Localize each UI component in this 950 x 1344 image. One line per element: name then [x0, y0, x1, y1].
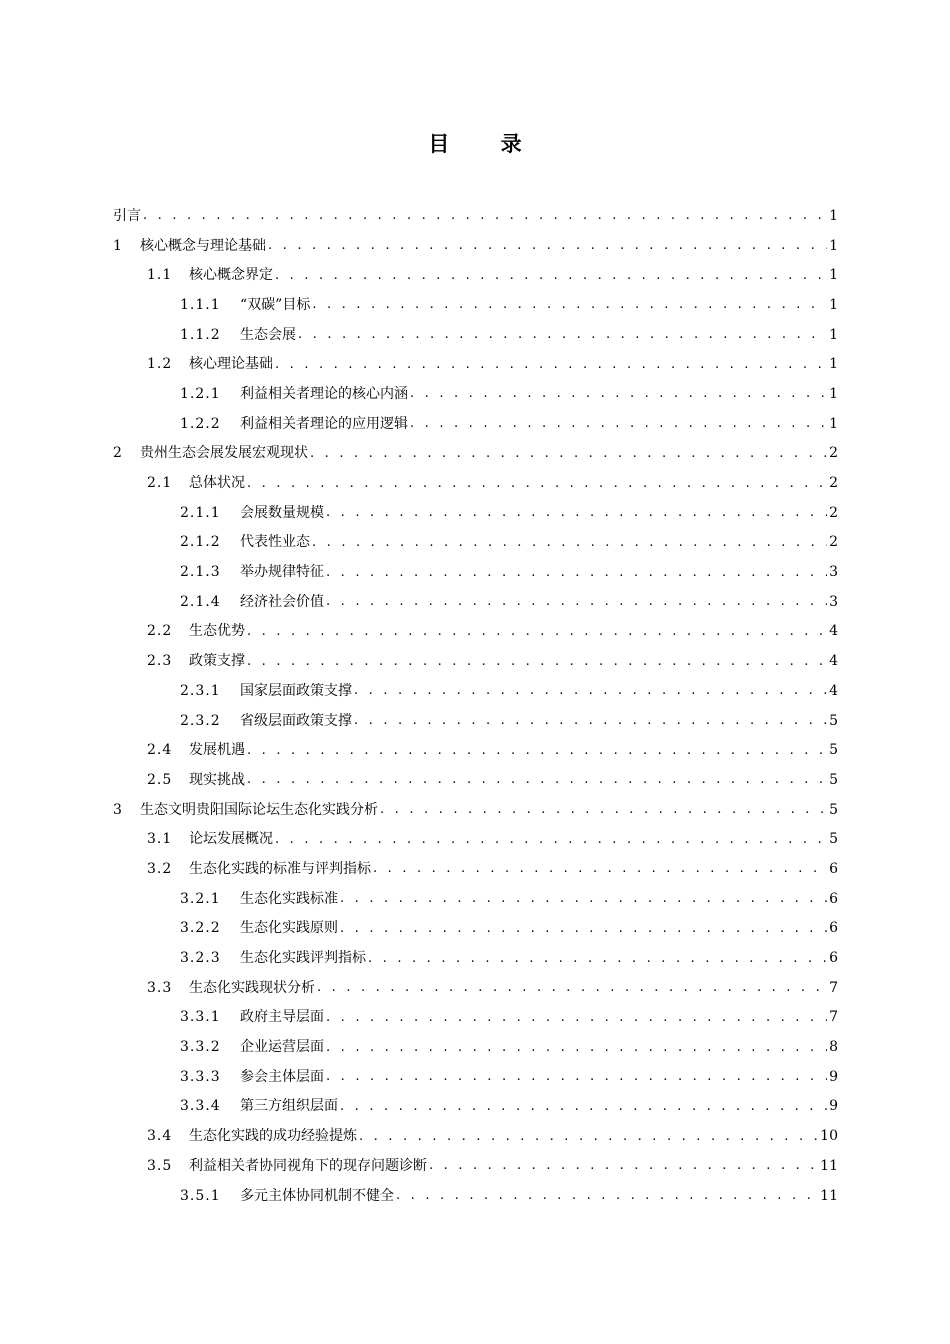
toc-entry-page-number: 3 — [829, 593, 838, 610]
toc-dot-leader — [340, 1100, 827, 1113]
toc-entry-page-number: 4 — [829, 653, 838, 670]
toc-entry-number: 3.3 — [147, 979, 173, 996]
toc-dot-leader — [326, 1041, 827, 1054]
toc-entry-page-number: 5 — [829, 831, 838, 848]
toc-entry-number: 1.2 — [147, 356, 173, 373]
toc-entry-page-number: 6 — [829, 920, 838, 937]
toc-entry[interactable] — [113, 1062, 838, 1092]
toc-dot-leader — [247, 744, 827, 757]
toc-entry[interactable] — [113, 201, 838, 231]
toc-entry[interactable] — [113, 498, 838, 528]
toc-entry-page-number: 4 — [829, 682, 838, 699]
toc-entry-number: 1.1.2 — [180, 326, 221, 343]
toc-entry-number: 2.4 — [147, 742, 173, 759]
toc-entry-title: 现实挑战 — [189, 771, 245, 788]
toc-entry-number: 3.3.3 — [180, 1068, 221, 1085]
toc-entry-title: 核心理论基础 — [189, 356, 273, 373]
toc-entry-title: 利益相关者理论的核心内涵 — [240, 385, 408, 402]
toc-entry-page-number: 9 — [829, 1098, 838, 1115]
toc-entry-title: “双碳”目标 — [240, 296, 311, 313]
toc-entry-page-number: 1 — [829, 296, 838, 313]
toc-entry[interactable] — [113, 1181, 838, 1211]
toc-entry-title: 发展机遇 — [189, 742, 245, 759]
toc-entry[interactable] — [113, 379, 838, 409]
toc-dot-leader — [312, 536, 827, 549]
toc-entry-title: 核心概念与理论基础 — [140, 237, 266, 254]
toc-entry-title: 会展数量规模 — [240, 504, 324, 521]
toc-entry-page-number: 1 — [829, 237, 838, 254]
toc-entry[interactable] — [113, 824, 838, 854]
toc-entry[interactable] — [113, 706, 838, 736]
toc-dot-leader — [326, 1070, 827, 1083]
toc-entry-number: 3 — [113, 801, 123, 818]
toc-entry-number: 2.2 — [147, 623, 173, 640]
toc-entry-title: 贵州生态会展发展宏观现状 — [140, 445, 308, 462]
toc-entry-page-number: 2 — [829, 475, 838, 492]
toc-entry-page-number: 9 — [829, 1068, 838, 1085]
toc-entry-number: 2.3.1 — [180, 682, 221, 699]
toc-entry-title: 政府主导层面 — [240, 1009, 324, 1026]
toc-entry[interactable] — [113, 676, 838, 706]
toc-entry[interactable] — [113, 854, 838, 884]
toc-entry-page-number: 2 — [829, 534, 838, 551]
toc-entry-title: 生态会展 — [240, 326, 296, 343]
toc-entry[interactable] — [113, 557, 838, 587]
toc-dot-leader — [410, 417, 827, 430]
toc-entry-page-number: 5 — [829, 742, 838, 759]
toc-dot-leader — [247, 477, 827, 490]
toc-entry-page-number: 7 — [829, 979, 838, 996]
toc-dot-leader — [326, 595, 827, 608]
toc-entry[interactable] — [113, 231, 838, 261]
toc-entry-number: 2.1.1 — [180, 504, 221, 521]
toc-entry-title: 生态文明贵阳国际论坛生态化实践分析 — [140, 801, 378, 818]
toc-entry-title: 生态化实践的标准与评判指标 — [189, 860, 371, 877]
toc-entry-page-number: 5 — [829, 801, 838, 818]
toc-entry-number: 2.1.3 — [180, 564, 221, 581]
toc-entry-number: 2.3 — [147, 653, 173, 670]
toc-entry-title: 生态化实践现状分析 — [189, 979, 315, 996]
toc-dot-leader — [373, 862, 827, 875]
toc-dot-leader — [359, 1130, 818, 1143]
toc-entry-page-number: 11 — [820, 1187, 838, 1204]
toc-entry-page-number: 1 — [829, 385, 838, 402]
toc-dot-leader — [317, 981, 827, 994]
toc-dot-leader — [298, 328, 827, 341]
toc-entry[interactable] — [113, 349, 838, 379]
toc-entry[interactable] — [113, 617, 838, 647]
toc-entry-number: 2.3.2 — [180, 712, 221, 729]
toc-entry-page-number: 4 — [829, 623, 838, 640]
toc-entry-page-number: 1 — [829, 326, 838, 343]
toc-entry-page-number: 1 — [829, 356, 838, 373]
toc-entry-number: 3.5.1 — [180, 1187, 221, 1204]
toc-entry-number: 3.3.1 — [180, 1009, 221, 1026]
toc-entry[interactable] — [113, 1121, 838, 1151]
toc-entry-title: 核心概念界定 — [189, 267, 273, 284]
toc-entry[interactable] — [113, 735, 838, 765]
toc-entry-page-number: 11 — [820, 1157, 838, 1174]
toc-dot-leader — [268, 239, 827, 252]
toc-entry[interactable] — [113, 914, 838, 944]
toc-entry[interactable] — [113, 646, 838, 676]
toc-entry-title: 论坛发展概况 — [189, 831, 273, 848]
toc-entry-page-number: 6 — [829, 890, 838, 907]
toc-entry-page-number: 8 — [829, 1039, 838, 1056]
toc-entry-number: 1 — [113, 237, 123, 254]
toc-entry[interactable] — [113, 1151, 838, 1181]
toc-entry-number: 1.1.1 — [180, 296, 221, 313]
toc-entry-number: 2.1.4 — [180, 593, 221, 610]
toc-entry-title: 代表性业态 — [240, 534, 310, 551]
toc-dot-leader — [410, 387, 827, 400]
toc-entry-number: 3.4 — [147, 1128, 173, 1145]
toc-dot-leader — [340, 892, 827, 905]
toc-entry-number: 3.2.3 — [180, 950, 221, 967]
table-of-contents — [113, 201, 838, 1210]
toc-entry-number: 2.1.2 — [180, 534, 221, 551]
toc-entry[interactable] — [113, 1032, 838, 1062]
toc-entry-title: 生态化实践原则 — [240, 920, 338, 937]
toc-entry[interactable] — [113, 409, 838, 439]
toc-entry-page-number: 2 — [829, 504, 838, 521]
toc-dot-leader — [275, 358, 827, 371]
toc-entry-page-number: 1 — [829, 207, 838, 224]
toc-entry-title: 引言 — [113, 207, 141, 224]
toc-entry-number: 2.1 — [147, 475, 173, 492]
toc-entry-title: 生态化实践的成功经验提炼 — [189, 1128, 357, 1145]
toc-dot-leader — [247, 773, 827, 786]
toc-entry[interactable] — [113, 468, 838, 498]
toc-dot-leader — [354, 714, 827, 727]
toc-entry[interactable] — [113, 320, 838, 350]
toc-entry[interactable] — [113, 260, 838, 290]
toc-dot-leader — [326, 566, 827, 579]
toc-entry-page-number: 3 — [829, 564, 838, 581]
toc-entry-number: 3.1 — [147, 831, 173, 848]
toc-dot-leader — [312, 298, 827, 311]
toc-entry-title: 生态化实践标准 — [240, 890, 338, 907]
toc-entry-title: 经济社会价值 — [240, 593, 324, 610]
toc-entry-page-number: 1 — [829, 415, 838, 432]
toc-entry-title: 参会主体层面 — [240, 1068, 324, 1085]
toc-entry-title: 利益相关者协同视角下的现存问题诊断 — [189, 1157, 427, 1174]
toc-entry-title: 第三方组织层面 — [240, 1098, 338, 1115]
toc-dot-leader — [247, 625, 827, 638]
toc-dot-leader — [396, 1189, 818, 1202]
toc-entry[interactable] — [113, 587, 838, 617]
toc-entry-page-number: 5 — [829, 712, 838, 729]
toc-title: 目 录 — [428, 132, 544, 156]
toc-entry-title: 利益相关者理论的应用逻辑 — [240, 415, 408, 432]
toc-entry[interactable] — [113, 528, 838, 558]
toc-entry-number: 3.2.1 — [180, 890, 221, 907]
toc-entry-page-number: 6 — [829, 860, 838, 877]
toc-entry-number: 3.3.2 — [180, 1039, 221, 1056]
toc-entry[interactable] — [113, 290, 838, 320]
toc-entry-page-number: 6 — [829, 950, 838, 967]
toc-entry-title: 总体状况 — [189, 475, 245, 492]
toc-entry-number: 3.5 — [147, 1157, 173, 1174]
toc-entry-number: 3.2.2 — [180, 920, 221, 937]
toc-entry-number: 3.2 — [147, 860, 173, 877]
toc-entry[interactable] — [113, 973, 838, 1003]
toc-entry-page-number: 7 — [829, 1009, 838, 1026]
toc-entry-page-number: 1 — [829, 267, 838, 284]
toc-dot-leader — [340, 922, 827, 935]
toc-entry-title: 企业运营层面 — [240, 1039, 324, 1056]
toc-entry-page-number: 2 — [829, 445, 838, 462]
toc-entry-title: 国家层面政策支撑 — [240, 682, 352, 699]
toc-entry[interactable] — [113, 439, 838, 469]
toc-entry[interactable] — [113, 884, 838, 914]
toc-entry-title: 省级层面政策支撑 — [240, 712, 352, 729]
toc-entry-title: 多元主体协同机制不健全 — [240, 1187, 394, 1204]
toc-entry-title: 生态化实践评判指标 — [240, 950, 366, 967]
toc-entry-page-number: 5 — [829, 771, 838, 788]
toc-entry-number: 2.5 — [147, 771, 173, 788]
toc-entry-page-number: 10 — [820, 1128, 838, 1145]
toc-entry-number: 2 — [113, 445, 123, 462]
toc-entry-number: 1.2.1 — [180, 385, 221, 402]
toc-entry[interactable] — [113, 795, 838, 825]
toc-dot-leader — [310, 447, 827, 460]
toc-entry[interactable] — [113, 765, 838, 795]
toc-dot-leader — [275, 833, 827, 846]
toc-entry-number: 1.2.2 — [180, 415, 221, 432]
toc-entry-title: 生态优势 — [189, 623, 245, 640]
toc-entry-number: 3.3.4 — [180, 1098, 221, 1115]
toc-entry-number: 1.1 — [147, 267, 173, 284]
toc-dot-leader — [354, 684, 827, 697]
toc-dot-leader — [247, 655, 827, 668]
toc-entry[interactable] — [113, 1092, 838, 1122]
toc-entry[interactable] — [113, 1003, 838, 1033]
toc-entry[interactable] — [113, 943, 838, 973]
toc-dot-leader — [326, 506, 827, 519]
toc-dot-leader — [275, 269, 827, 282]
toc-entry-title: 举办规律特征 — [240, 564, 324, 581]
toc-entry-title: 政策支撑 — [189, 653, 245, 670]
toc-dot-leader — [326, 1011, 827, 1024]
toc-dot-leader — [368, 952, 827, 965]
toc-dot-leader — [429, 1159, 818, 1172]
toc-dot-leader — [380, 803, 827, 816]
toc-dot-leader — [143, 209, 827, 222]
